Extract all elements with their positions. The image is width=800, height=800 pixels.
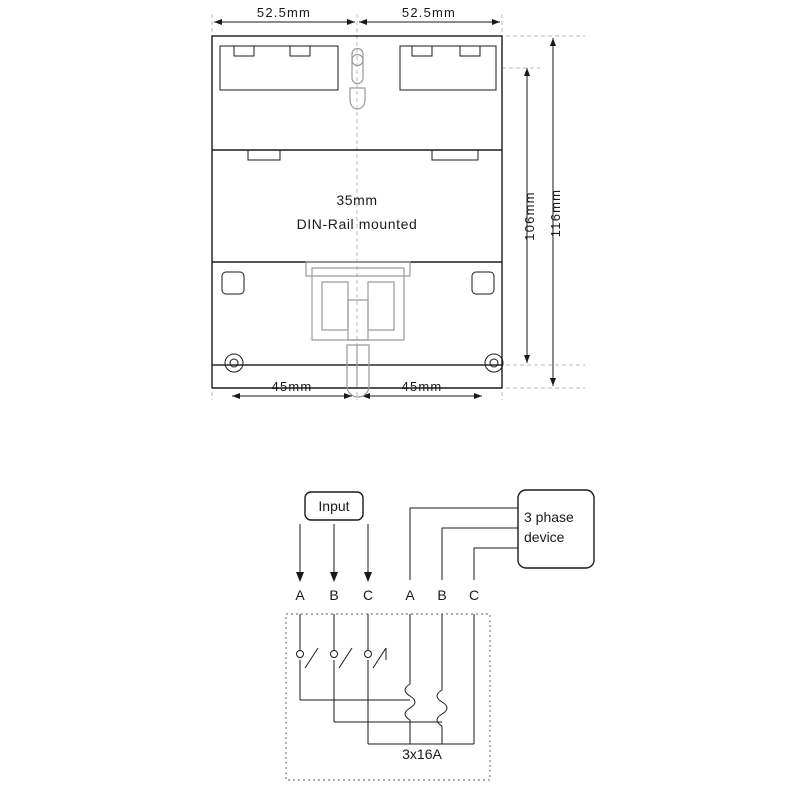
output-terminal-c: C (468, 587, 480, 603)
wiring-diagram-group (286, 490, 594, 780)
device-label-line2: device (524, 529, 565, 545)
dim-bottom-left-label: 45mm (271, 379, 313, 394)
input-arrows (296, 524, 372, 582)
output-terminal-a: A (405, 587, 415, 603)
dim-top-right-label: 52.5mm (401, 5, 457, 20)
dim-outer-height-label: 116mm (548, 188, 563, 238)
input-terminal-c: C (362, 587, 374, 603)
input-terminal-b: B (329, 587, 339, 603)
switch-contacts (297, 614, 387, 744)
din-rail-clip (306, 262, 410, 397)
output-terminal-b: B (437, 587, 447, 603)
breaker-rating-label: 3x16A (402, 746, 442, 762)
dim-bottom-right-label: 45mm (401, 379, 443, 394)
internal-connections (300, 700, 474, 744)
breaker-enclosure (286, 614, 490, 780)
dim-inner-height-label: 106mm (522, 191, 537, 241)
input-label: Input (318, 498, 350, 514)
rail-size-label: 35mm (336, 192, 378, 208)
device-label-line1: 3 phase (524, 509, 574, 525)
mechanical-drawing-group (212, 5, 585, 400)
din-rail-mounted-label: DIN-Rail mounted (296, 216, 418, 232)
trip-elements (405, 614, 474, 744)
input-terminal-a: A (295, 587, 305, 603)
dim-top-left-label: 52.5mm (256, 5, 312, 20)
device-wires (410, 508, 518, 580)
